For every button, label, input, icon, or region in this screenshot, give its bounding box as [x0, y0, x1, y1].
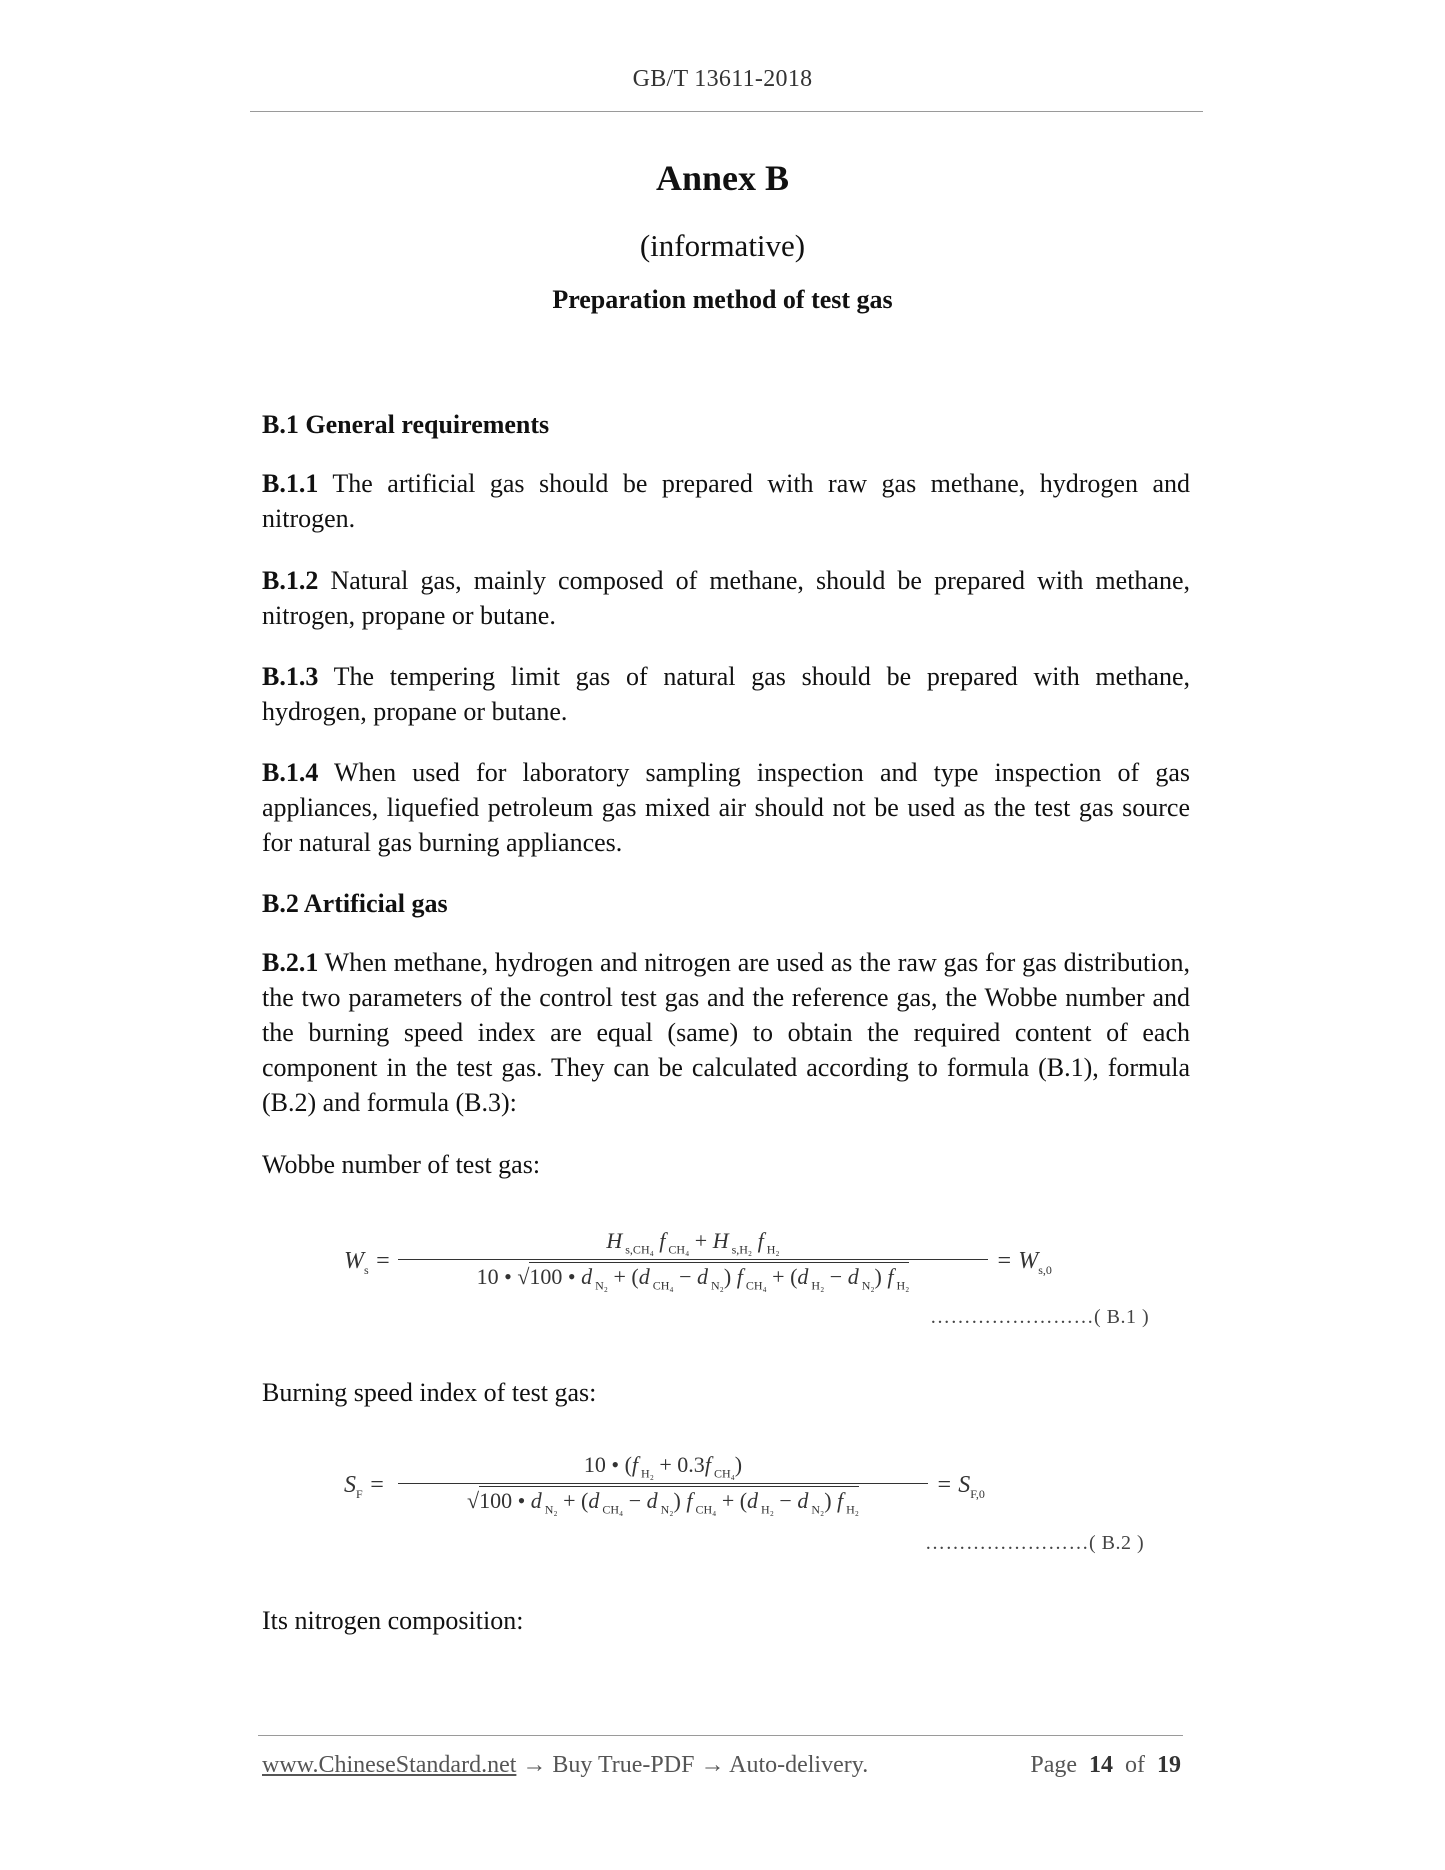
clause-text: When methane, hydrogen and nitrogen are used as the raw gas for gas distribution, the two parameters of the control test gas and the reference gas, the Wobbe number and the burning speed index are equal (same) to obtain the required content of each component in the test gas. They can be calculated according to formula (B.1), formula (B.2) and formula (B.3):	[262, 948, 1190, 1117]
formula-numerator: H $_{s,CH_4}$ f $_{CH_4}$ + H $_{s,H_2}$ f $_{H_2}$	[606, 1228, 780, 1257]
formula-denominator: 10 • √100 • d $_{N_2}$ + (d $_{CH_4}$ − d $_{N_2}$) f $_{CH_4}$ + (d $_{H_2}$ − d $_{N_2}$) f $_{H_2}$	[476, 1264, 910, 1293]
clause-b1-2	[262, 563, 1190, 633]
formula-rhs: = $S_{F,0}$	[936, 1472, 985, 1501]
clause-text: The tempering limit gas of natural gas should be prepared with methane, hydrogen, propane or butane.	[262, 662, 1190, 726]
page-indicator	[1030, 1752, 1181, 1779]
page-total: 19	[1157, 1752, 1181, 1778]
section-heading-b1: B.1 General requirements	[262, 410, 550, 439]
formula-b2	[340, 1452, 1080, 1542]
equation-number-b2: ……………………( B.2 )	[925, 1532, 1145, 1554]
annex-subtitle: Preparation method of test gas	[552, 285, 893, 314]
formula-b1	[340, 1228, 1080, 1318]
clause-text: When used for laboratory sampling inspection and type inspection of gas appliances, liquefied petroleum gas mixed air should not be used as the test gas source for natural gas burning appliances.	[262, 758, 1190, 857]
page-word: Page	[1030, 1752, 1077, 1778]
header-divider	[250, 111, 1203, 112]
footer-divider	[258, 1735, 1183, 1736]
equation-number-b1: ……………………( B.1 )	[930, 1306, 1150, 1328]
page-current: 14	[1089, 1752, 1113, 1778]
document-code-header: GB/T 13611-2018	[632, 66, 813, 92]
clause-number: B.1.2	[262, 566, 319, 595]
formula-lhs: $W_s$ =	[344, 1248, 391, 1277]
clause-b2-1	[262, 945, 1190, 1120]
clause-b1-4	[262, 755, 1190, 860]
footer-tagline: → Buy True-PDF → Auto-delivery.	[516, 1752, 869, 1778]
formula-denominator: √100 • d $_{N_2}$ + (d $_{CH_4}$ − d $_{N_2}$) f $_{CH_4}$ + (d $_{H_2}$ − d $_{N_2}$) f $_{H_2}$	[466, 1488, 859, 1517]
wobbe-label: Wobbe number of test gas:	[262, 1150, 541, 1179]
clause-number: B.2.1	[262, 948, 319, 977]
fraction-bar	[398, 1259, 988, 1260]
clause-number: B.1.4	[262, 758, 319, 787]
clause-text: The artificial gas should be prepared with raw gas methane, hydrogen and nitrogen.	[262, 469, 1190, 533]
fraction-bar	[398, 1483, 928, 1484]
annex-title: Annex B	[655, 158, 790, 198]
clause-b1-1	[262, 466, 1190, 536]
formula-fraction	[398, 1228, 988, 1294]
formula-rhs: = $W_{s,0}$	[996, 1248, 1052, 1277]
of-word: of	[1125, 1752, 1145, 1778]
site-link[interactable]: www.ChineseStandard.net	[262, 1752, 517, 1778]
clause-text: Natural gas, mainly composed of methane, should be prepared with methane, nitrogen, propane or butane.	[262, 566, 1190, 630]
formula-numerator: 10 • (f $_{H_2}$ + 0.3f $_{CH_4}$)	[583, 1452, 743, 1481]
clause-number: B.1.3	[262, 662, 319, 691]
clause-number: B.1.1	[262, 469, 319, 498]
footer-promo	[262, 1752, 868, 1779]
annex-type: (informative)	[639, 228, 806, 263]
burning-speed-label: Burning speed index of test gas:	[262, 1378, 597, 1407]
section-heading-b2: B.2 Artificial gas	[262, 889, 448, 918]
nitrogen-composition-label: Its nitrogen composition:	[262, 1606, 524, 1635]
formula-fraction	[398, 1452, 928, 1518]
clause-b1-3	[262, 659, 1190, 729]
formula-lhs: $S_F$ =	[344, 1472, 385, 1501]
